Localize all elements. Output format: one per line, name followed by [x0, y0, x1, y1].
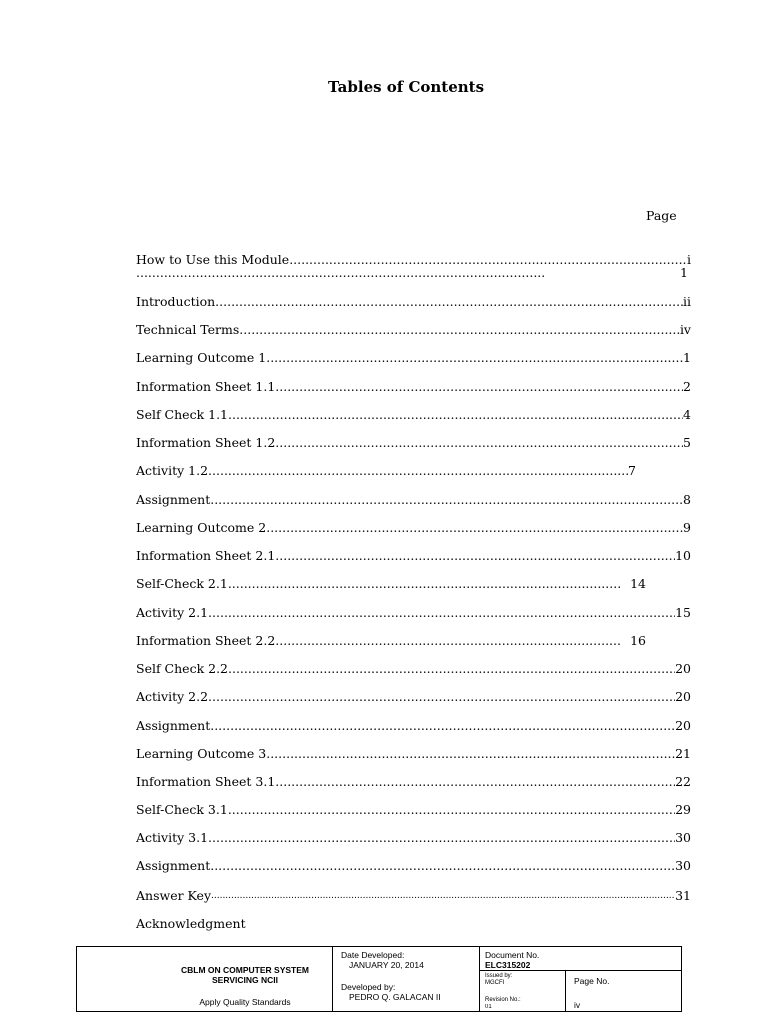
toc-entry-information-sheet-1-2[interactable]: [136, 435, 691, 451]
toc-page: 9: [683, 520, 691, 535]
toc-entry-learning-outcome-2[interactable]: [136, 520, 691, 536]
toc-entry-assignment[interactable]: [136, 718, 691, 734]
toc-page: 8: [683, 492, 691, 507]
toc-page: 21: [675, 746, 691, 761]
toc-entry-answer-key[interactable]: [136, 888, 691, 904]
toc-entry-acknowledgment[interactable]: Acknowledgment: [136, 916, 246, 931]
date-developed-label: Date Developed:: [341, 950, 405, 960]
page-column-heading: Page: [646, 208, 677, 223]
document-no-label: Document No.: [485, 950, 540, 960]
toc-entry-learning-outcome-1[interactable]: [136, 350, 691, 366]
toc-label: Activity 3.1: [136, 830, 209, 845]
toc-continuation-page: 1: [680, 265, 688, 280]
toc-label: Activity 1.2: [136, 463, 209, 478]
toc-page: 1: [683, 350, 691, 365]
toc-entry-information-sheet-1-1[interactable]: [136, 379, 691, 395]
toc-entry-activity-2-2[interactable]: [136, 689, 691, 705]
toc-entry-assignment[interactable]: [136, 858, 691, 874]
toc-entry-information-sheet-2-2[interactable]: [136, 633, 646, 649]
developed-by-label: Developed by:: [341, 982, 396, 992]
toc-label: Information Sheet 2.1: [136, 548, 276, 563]
document-no-value: ELC315202: [485, 960, 531, 970]
toc-entry-self-check-1-1[interactable]: [136, 407, 691, 423]
date-developed-value: JANUARY 20, 2014: [349, 960, 424, 970]
toc-page: 30: [675, 830, 691, 845]
revision-value: 01: [485, 1004, 492, 1010]
toc-continuation-line: [136, 266, 688, 280]
toc-entry-assignment[interactable]: [136, 492, 691, 508]
toc-page: 7: [628, 463, 636, 478]
toc-page: i: [687, 252, 691, 267]
toc-entry-activity-2-1[interactable]: [136, 605, 691, 621]
toc-label: Assignment: [136, 718, 211, 733]
toc-entry-information-sheet-2-1[interactable]: [136, 548, 691, 564]
toc-label: Introduction: [136, 294, 216, 309]
page-no-label: Page No.: [574, 976, 610, 986]
toc-label: Answer Key: [136, 888, 211, 903]
toc-label: Information Sheet 1.1: [136, 379, 276, 394]
toc-page: 15: [675, 605, 691, 620]
toc-label: Technical Terms: [136, 322, 240, 337]
toc-page: 5: [683, 435, 691, 450]
toc-entry-activity-1-2[interactable]: [136, 463, 636, 479]
toc-page: 16: [630, 633, 646, 648]
toc-label: Learning Outcome 1: [136, 350, 267, 365]
toc-label: Self Check 2.2: [136, 661, 228, 676]
qualification-unit: Apply Quality Standards: [199, 997, 291, 1007]
toc-label: Information Sheet 1.2: [136, 435, 276, 450]
toc-page: 31: [675, 888, 691, 903]
course-title: CBLM ON COMPUTER SYSTEM SERVICING NCII: [181, 965, 309, 985]
page-no-value: iv: [574, 1000, 581, 1010]
revision-label: Revision No.:: [485, 997, 521, 1003]
toc-label: Self-Check 2.1: [136, 576, 228, 591]
toc-label: Assignment: [136, 492, 211, 507]
toc-entry-self-check-3-1[interactable]: [136, 802, 691, 818]
issued-by-value: MGCFI: [485, 980, 505, 986]
developed-by-value: PEDRO Q. GALACAN II: [349, 992, 441, 1002]
issued-by-label: Issued by:: [485, 973, 513, 979]
toc-label: Self-Check 3.1: [136, 802, 228, 817]
toc-page: iv: [679, 322, 691, 337]
toc-entry-self-check-2-2[interactable]: [136, 661, 691, 677]
toc-label: Self Check 1.1: [136, 407, 228, 422]
toc-entry-information-sheet-3-1[interactable]: [136, 774, 691, 790]
toc-page: 30: [675, 858, 691, 873]
toc-entry-self-check-2-1[interactable]: [136, 576, 646, 592]
document-footer-table: [76, 946, 682, 1012]
toc-page: ii: [683, 294, 691, 309]
toc-label: Assignment: [136, 858, 211, 873]
toc-entry-learning-outcome-3[interactable]: [136, 746, 691, 762]
toc-label: Activity 2.2: [136, 689, 209, 704]
toc-page: 10: [675, 548, 691, 563]
toc-label: Learning Outcome 2: [136, 520, 267, 535]
toc-label: Activity 2.1: [136, 605, 209, 620]
toc-entry-technical-terms[interactable]: [136, 322, 691, 338]
toc-label: Learning Outcome 3: [136, 746, 267, 761]
toc-page: 20: [675, 661, 691, 676]
toc-page: 2: [683, 379, 691, 394]
toc-label: Information Sheet 2.2: [136, 633, 276, 648]
toc-page: 20: [675, 718, 691, 733]
toc-entry-introduction[interactable]: [136, 294, 691, 310]
toc-page: 20: [675, 689, 691, 704]
toc-page: 22: [675, 774, 691, 789]
toc-label: Information Sheet 3.1: [136, 774, 276, 789]
toc-entry-activity-3-1[interactable]: [136, 830, 691, 846]
toc-page: 14: [630, 576, 646, 591]
toc-page: 4: [683, 407, 691, 422]
toc-page: 29: [675, 802, 691, 817]
page-title: Tables of Contents: [327, 78, 485, 96]
toc-label: How to Use this Module: [136, 252, 290, 267]
